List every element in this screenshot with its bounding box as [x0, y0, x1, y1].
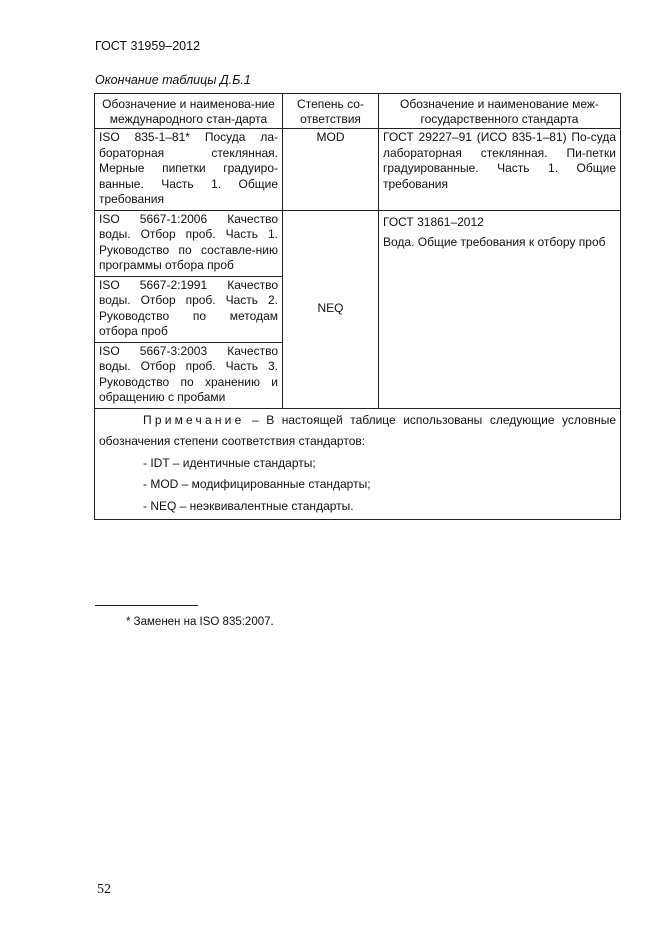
table-header-row — [95, 94, 621, 129]
interstate-standard-title: ГОСТ 31861–2012 — [383, 214, 484, 229]
interstate-standard — [379, 210, 621, 408]
header-international: Обозначение и наименова-ние международного стан-дарта — [95, 94, 283, 129]
interstate-standard: ГОСТ 29227–91 (ИСО 835-1–81) По-суда лабораторная стеклянная. Пи-петки градуированные. Часть 1. Общие требования — [379, 129, 621, 211]
footnote-separator — [95, 605, 198, 606]
international-standard: ISO 5667-2:1991 Качество воды. Отбор проб. Часть 2. Руководство по методам отбора проб — [95, 276, 283, 342]
international-standard: ISO 5667-3:2003 Качество воды. Отбор проб. Часть 3. Руководство по хранению и обращению с пробами — [95, 342, 283, 408]
footnote: * Заменен на ISO 835:2007. — [126, 616, 274, 628]
table-row — [95, 129, 621, 211]
table-note-row — [95, 408, 621, 520]
note-list-item: - MOD – модифицированные стандарты; — [143, 477, 371, 491]
note-list-item: - IDT – идентичные стандарты; — [143, 455, 316, 470]
note-paragraph — [99, 410, 616, 453]
table-row — [95, 210, 621, 276]
table-note — [95, 408, 621, 520]
degree-of-conformity: NEQ — [283, 210, 379, 408]
note-label: Примечание — [143, 412, 245, 427]
page-number: 52 — [97, 882, 111, 897]
international-standard: ISO 5667-1:2006 Качество воды. Отбор проб. Часть 1. Руководство по составле-нию программы отбора проб — [95, 210, 283, 276]
note-text: – В настоящей таблице использованы следующие условные обозначения степени соответствия стандартов: — [99, 412, 616, 448]
table-caption: Окончание таблицы Д.Б.1 — [95, 73, 251, 87]
degree-of-conformity: MOD — [283, 129, 379, 211]
interstate-standard-description: Вода. Общие требования к отбору проб — [383, 235, 606, 249]
header-interstate: Обозначение и наименование меж-государственного стандарта — [379, 94, 621, 129]
standards-table — [94, 93, 621, 520]
document-header: ГОСТ 31959–2012 — [95, 39, 201, 53]
header-degree: Степень со-ответствия — [283, 94, 379, 129]
international-standard: ISO 835-1–81* Посуда ла-бораторная стеклянная. Мерные пипетки градуиро-ванные. Часть 1. Общие требования — [95, 129, 283, 211]
note-list-item: - NEQ – неэквивалентные стандарты. — [143, 498, 354, 513]
